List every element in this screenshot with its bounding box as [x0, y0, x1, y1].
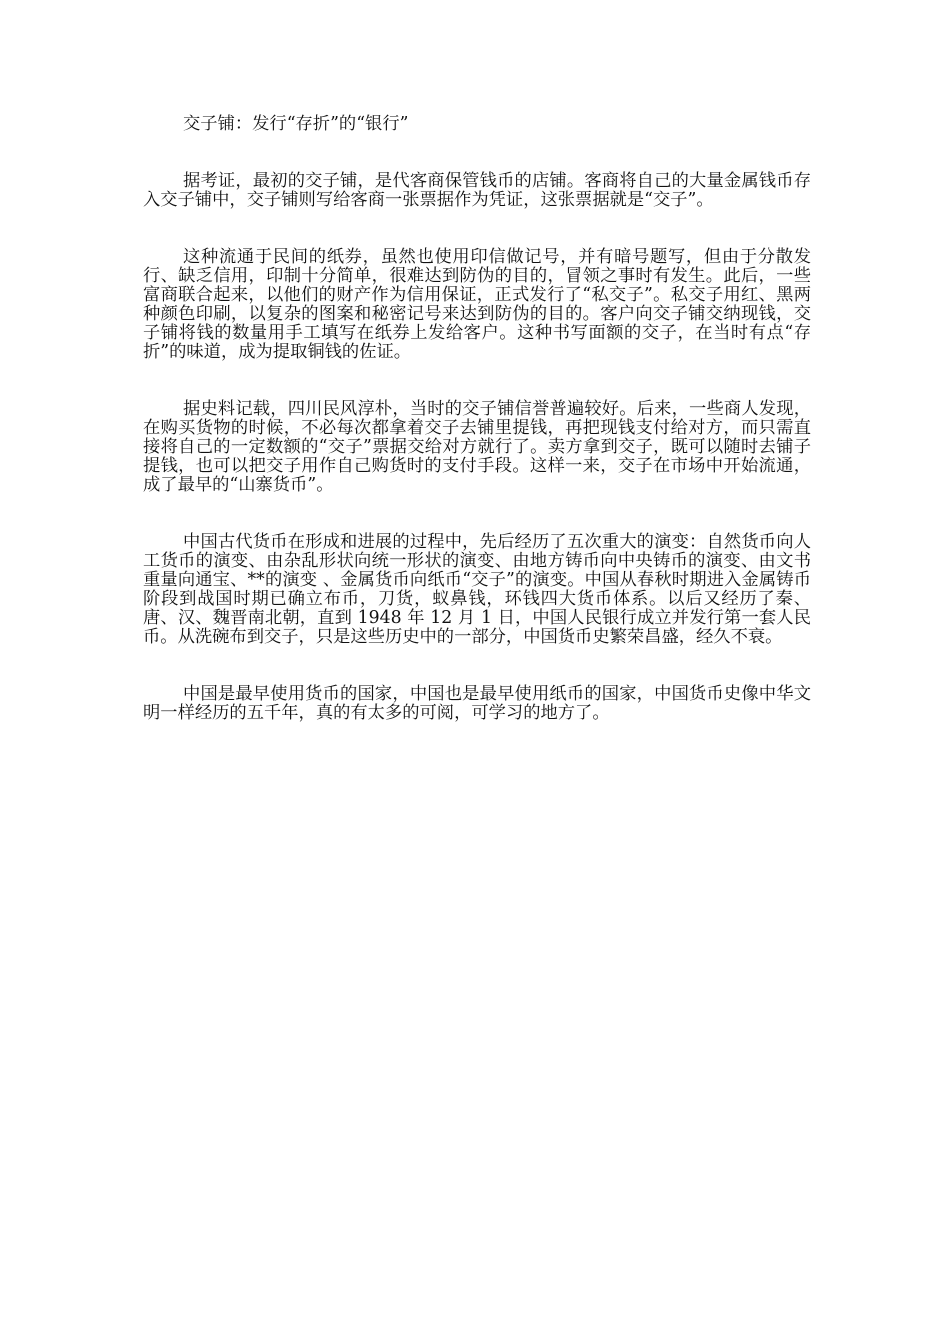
paragraph-2: 这种流通于民间的纸券，虽然也使用印信做记号，并有暗号题写，但由于分散发行、缺乏信用，印制十分简单，很难达到防伪的目的，冒领之事时有发生。此后，一些富商联合起来，以他们的财产作为信用保证，正式发行了“私交子”。私交子用红、黑两种颜色印刷，以复杂的图案和秘密记号来达到防伪的目的。客户向交子铺交纳现钱，交子铺将钱的数量用手工填写在纸券上发给客户。这种书写面额的交子，在当时有点“存折”的味道，成为提取铜钱的佐证。 [143, 247, 811, 362]
paragraph-5: 中国是最早使用货币的国家，中国也是最早使用纸币的国家，中国货币史像中华文明一样经历的五千年，真的有太多的可阅，可学习的地方了。 [143, 684, 811, 723]
document-title: 交子铺：发行“存折”的“银行” [183, 114, 409, 134]
document-body [143, 115, 811, 723]
paragraph-1: 据考证，最初的交子铺，是代客商保管钱币的店铺。客商将自己的大量金属钱币存入交子铺中，交子铺则写给客商一张票据作为凭证，这张票据就是“交子”。 [143, 171, 811, 210]
paragraph-3: 据史料记载，四川民风淳朴，当时的交子铺信誉普遍较好。后来，一些商人发现，在购买货物的时候，不必每次都拿着交子去铺里提钱，再把现钱支付给对方，而只需直接将自己的一定数额的“交子”票据交给对方就行了。卖方拿到交子，既可以随时去铺子提钱，也可以把交子用作自己购货时的支付手段。这样一来，交子在市场中开始流通，成了最早的“山寨货币”。 [143, 399, 811, 495]
paragraph-4: 中国古代货币在形成和进展的过程中，先后经历了五次重大的演变：自然货币向人工货币的演变、由杂乱形状向统一形状的演变、由地方铸币向中央铸币的演变、由文书重量向通宝、**的演变 、金属货币向纸币“交子”的演变。中国从春秋时期进入金属铸币阶段到战国时期已确立布币，刀货，蚁鼻钱，环钱四大货币体系。以后又经历了秦、唐、汉、魏晋南北朝，直到 1948 年 12 月 1 日，中国人民银行成立并发行第一套人民币。从洗碗布到交子，只是这些历史中的一部分，中国货币史繁荣昌盛，经久不衰。 [143, 532, 811, 647]
